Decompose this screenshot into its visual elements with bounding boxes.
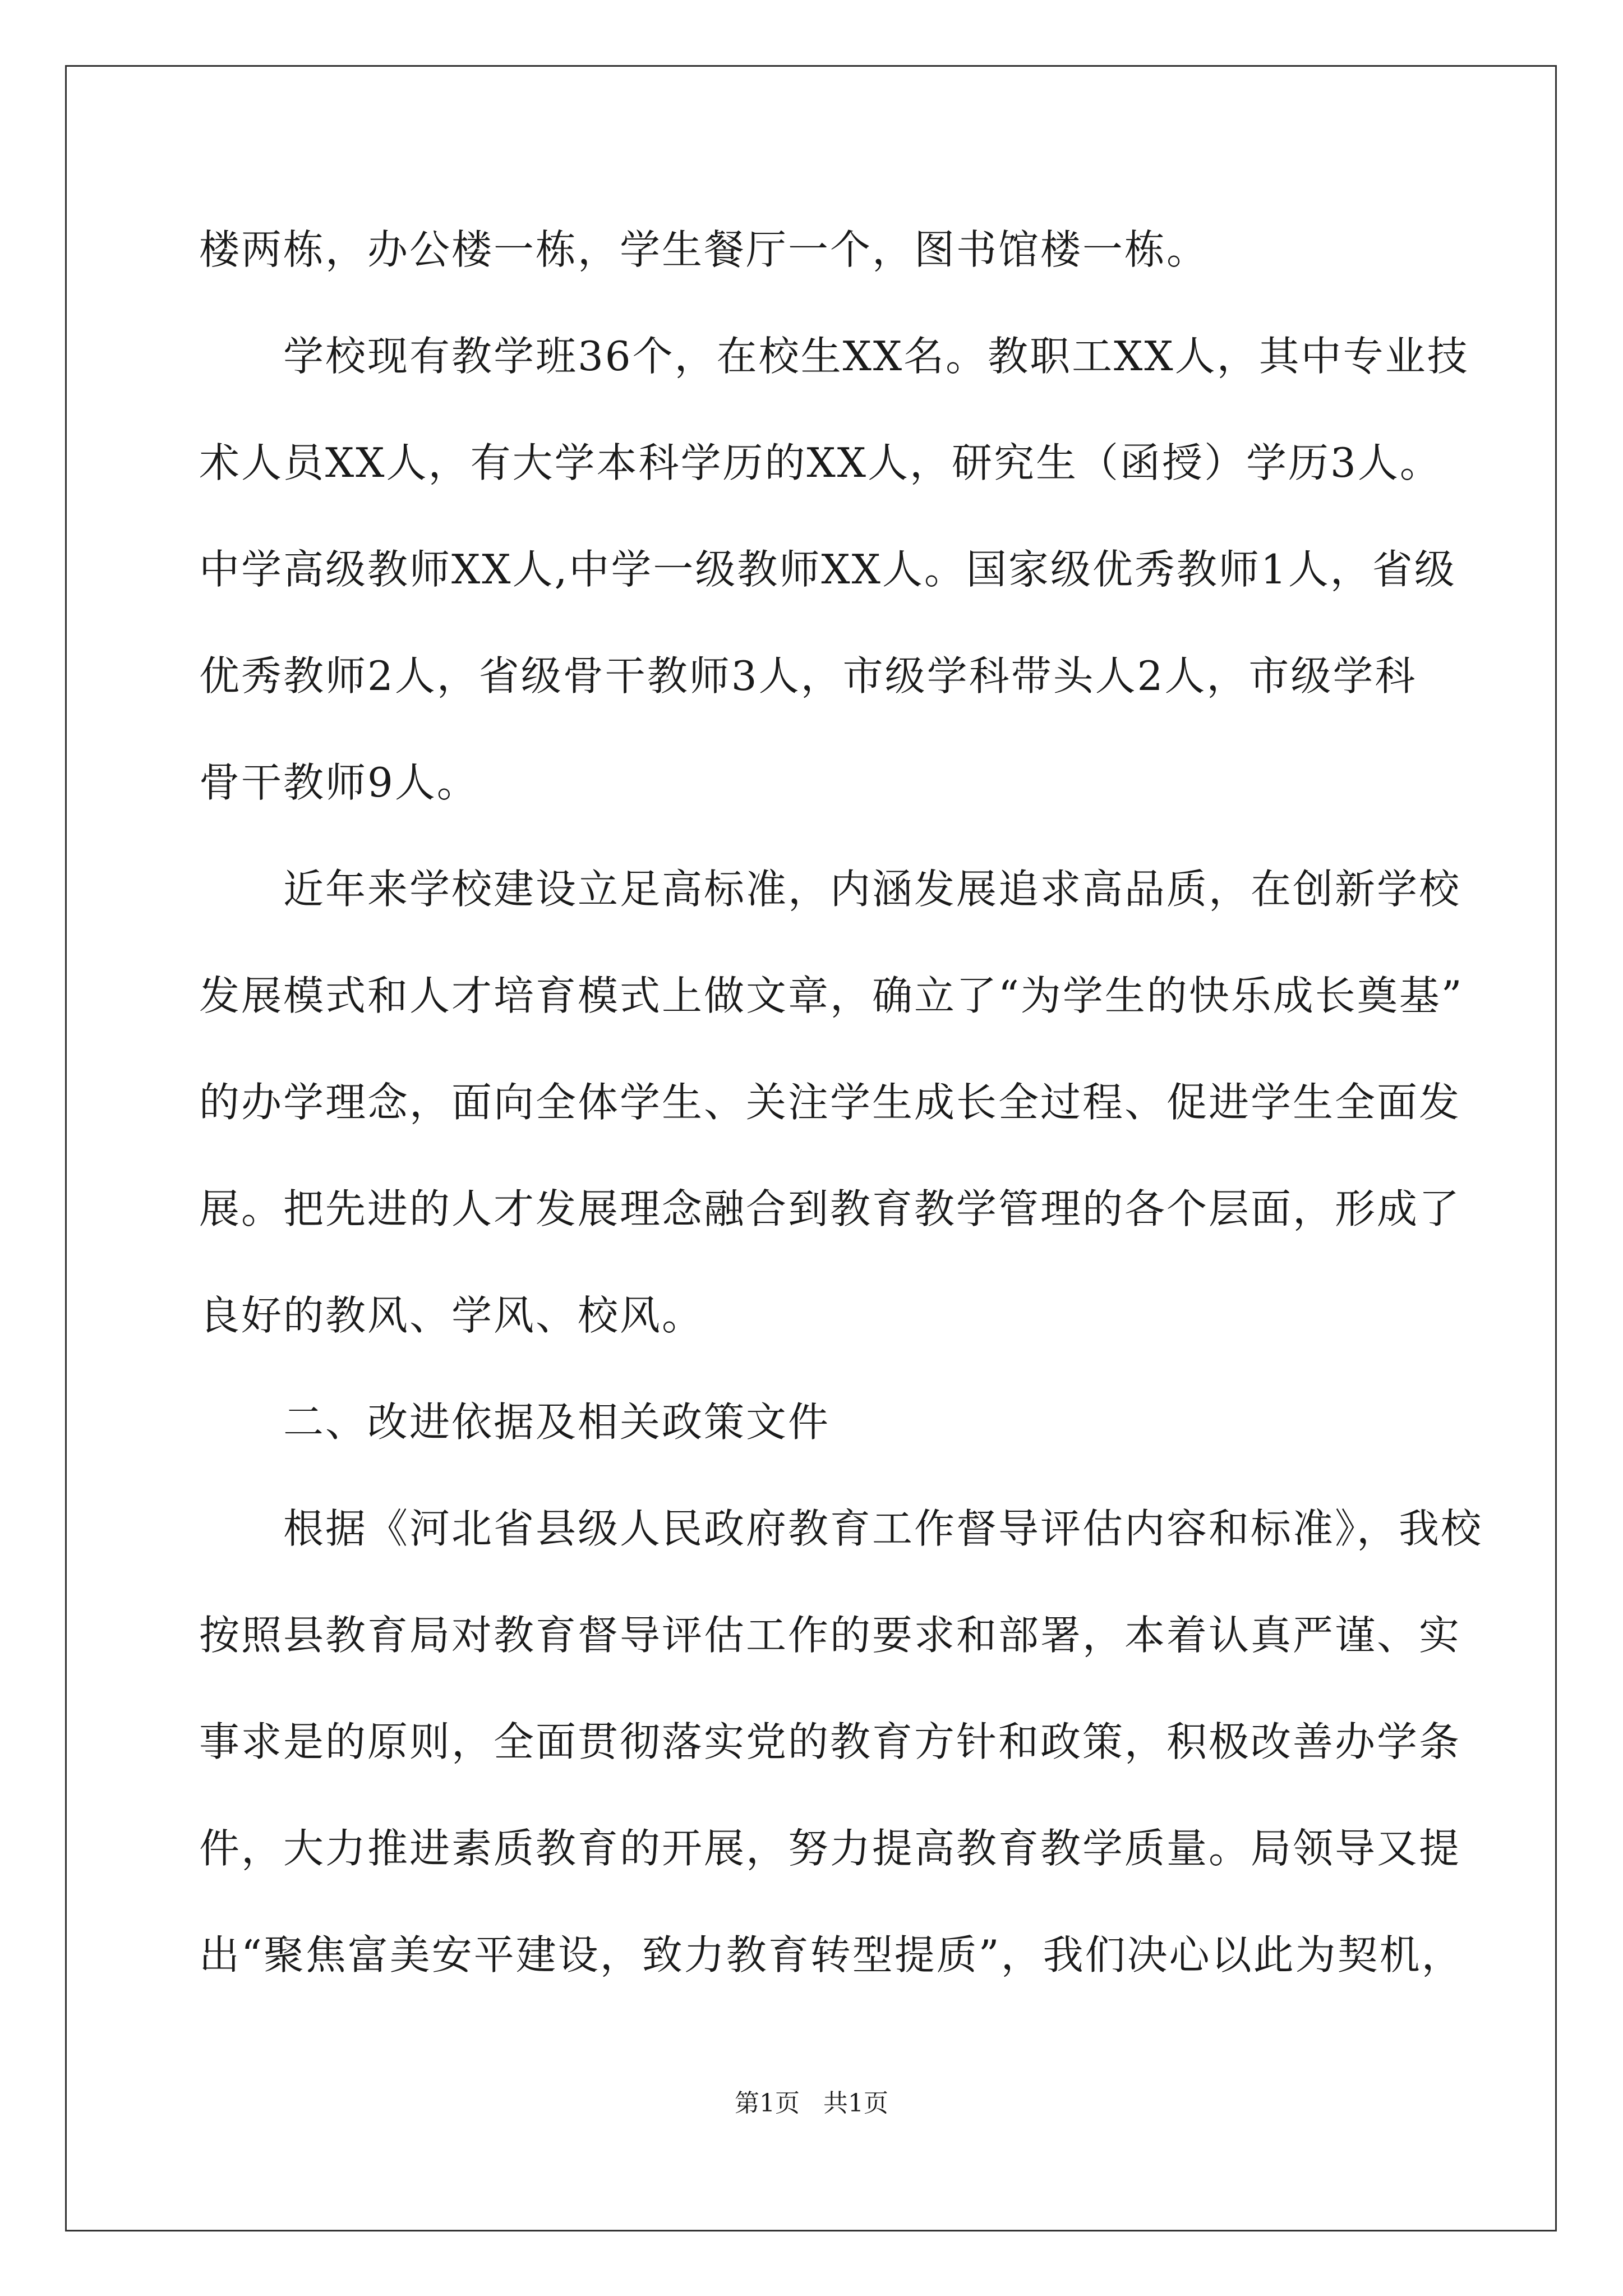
text-line: 优秀教师2人，省级骨干教师3人，市级学科带头人2人，市级学科 xyxy=(199,652,1417,700)
text-line: 近年来学校建设立足高标准，内涵发展追求高品质，在创新学校 xyxy=(283,866,1461,913)
text-line: 术人员XX人，有大学本科学历的XX人，研究生（函授）学历3人。 xyxy=(199,439,1442,486)
text-line: 学校现有教学班36个，在校生XX名。教职工XX人，其中专业技 xyxy=(283,333,1469,380)
text-line: 骨干教师9人。 xyxy=(199,759,479,806)
text-line: 出“聚焦富美安平建设，致力教育转型提质”，我们决心以此为契机， xyxy=(199,1931,1464,1978)
text-line: 楼两栋，办公楼一栋，学生餐厅一个，图书馆楼一栋。 xyxy=(199,226,1209,273)
page-border xyxy=(65,65,1557,2231)
text-line: 件，大力推进素质教育的开展，努力提高教育教学质量。局领导又提 xyxy=(199,1825,1461,1872)
text-line: 根据《河北省县级人民政府教育工作督导评估内容和标准》，我校 xyxy=(283,1505,1483,1552)
text-line: 中学高级教师XX人,中学一级教师XX人。国家级优秀教师1人，省级 xyxy=(199,546,1456,593)
text-line: 发展模式和人才培育模式上做文章，确立了“为学生的快乐成长奠基” xyxy=(199,972,1464,1019)
text-line: 事求是的原则，全面贯彻落实党的教育方针和政策，积极改善办学条 xyxy=(199,1718,1461,1765)
page-footer: 第1页 共1页 xyxy=(735,2089,888,2118)
text-line: 的办学理念，面向全体学生、关注学生成长全过程、促进学生全面发 xyxy=(199,1079,1461,1126)
text-line: 良好的教风、学风、校风。 xyxy=(199,1292,704,1339)
section-heading: 二、改进依据及相关政策文件 xyxy=(283,1398,831,1446)
text-line: 按照县教育局对教育督导评估工作的要求和部署，本着认真严谨、实 xyxy=(199,1612,1461,1659)
text-line: 展。把先进的人才发展理念融合到教育教学管理的各个层面，形成了 xyxy=(199,1185,1461,1232)
